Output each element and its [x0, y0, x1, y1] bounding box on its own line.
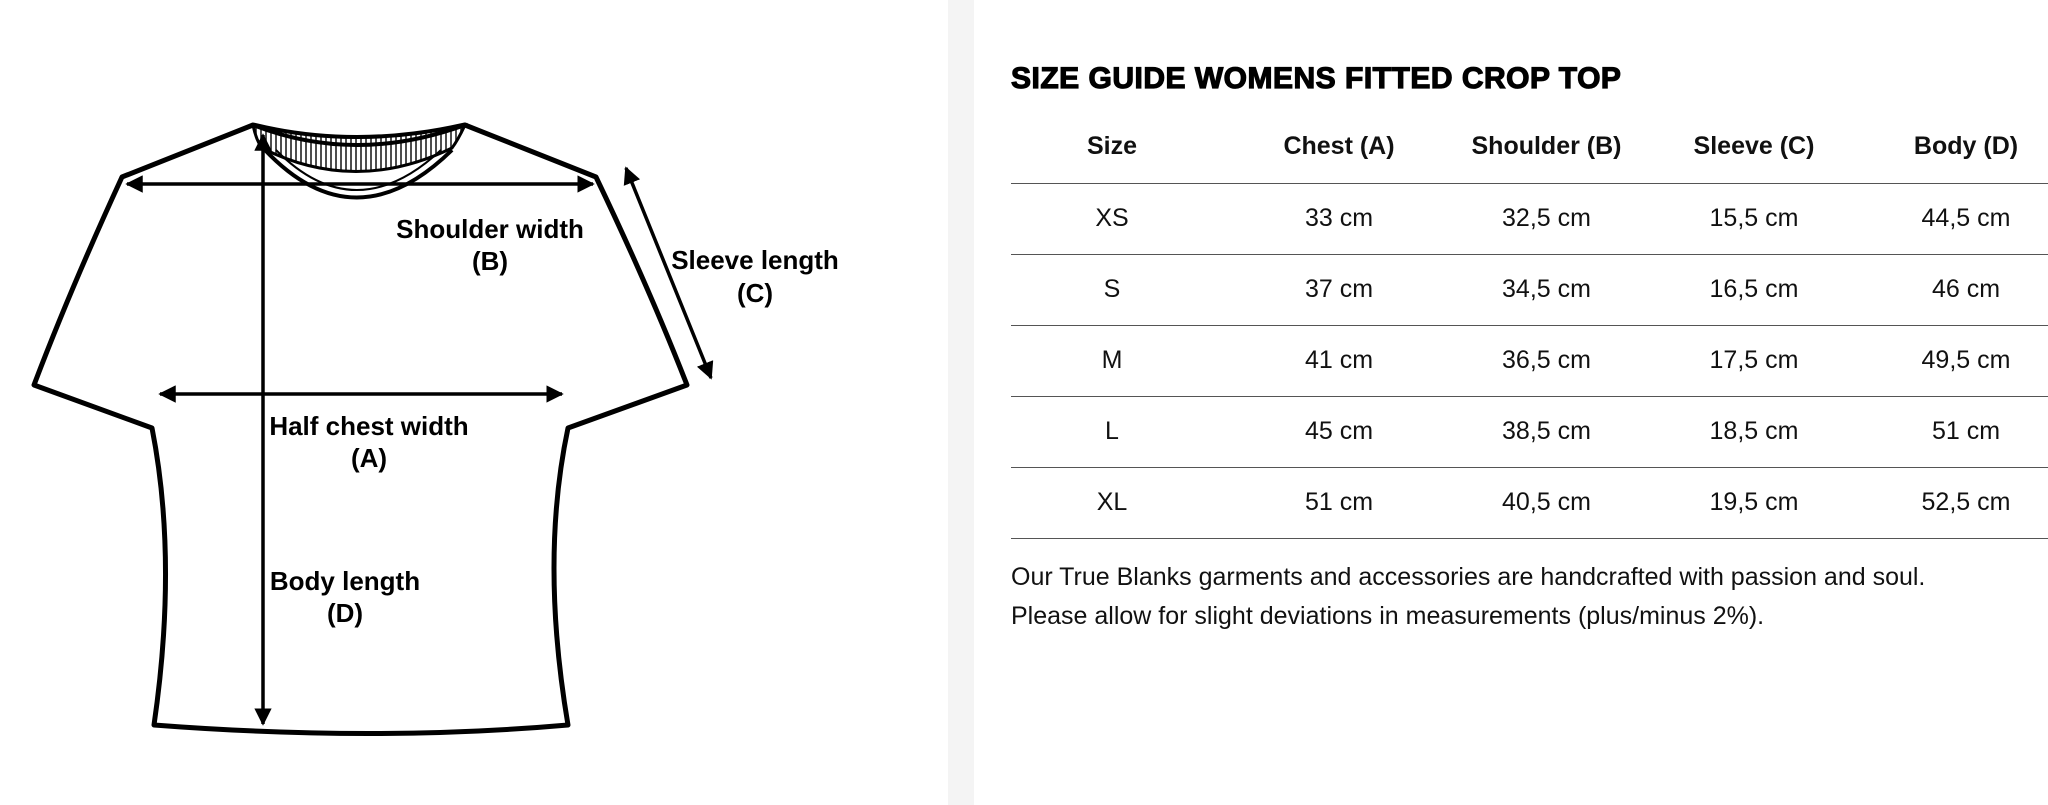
table-row: [1011, 183, 2048, 254]
cell-shoulder: 36,5 cm: [1429, 325, 1664, 396]
cell-size: S: [1011, 254, 1249, 325]
note-line: Our True Blanks garments and accessories are handcrafted with passion and soul.: [1011, 563, 1926, 591]
panel-divider: [948, 0, 974, 805]
header-size: Size: [1011, 110, 1249, 183]
measurement-note: [1011, 558, 2031, 636]
table-row: [1011, 325, 2048, 396]
table-row: [1011, 396, 2048, 467]
cell-shoulder: 32,5 cm: [1429, 183, 1664, 254]
header-body: Body (D): [1844, 110, 2048, 183]
cell-chest: 45 cm: [1249, 396, 1429, 467]
sleeve-label: Sleeve length: [671, 245, 839, 275]
cell-size: XL: [1011, 467, 1249, 538]
shoulder-label-code: (B): [471, 246, 509, 276]
tshirt-measurement-diagram: [0, 0, 948, 805]
cell-chest: 51 cm: [1249, 467, 1429, 538]
cell-shoulder: 38,5 cm: [1429, 396, 1664, 467]
table-header-row: [1011, 110, 2048, 183]
cell-sleeve: 15,5 cm: [1664, 183, 1844, 254]
cell-size: XS: [1011, 183, 1249, 254]
table-row: [1011, 254, 2048, 325]
cell-sleeve: 18,5 cm: [1664, 396, 1844, 467]
sleeve-label-code: (C): [736, 278, 774, 308]
cell-size: L: [1011, 396, 1249, 467]
body-length-label-code: (D): [326, 598, 364, 628]
shoulder-label: Shoulder width: [396, 214, 584, 244]
cell-body: 52,5 cm: [1844, 467, 2048, 538]
header-shoulder: Shoulder (B): [1429, 110, 1664, 183]
cell-shoulder: 34,5 cm: [1429, 254, 1664, 325]
cell-chest: 37 cm: [1249, 254, 1429, 325]
cell-body: 44,5 cm: [1844, 183, 2048, 254]
table-row: [1011, 467, 2048, 538]
body-length-label: Body length: [269, 566, 421, 596]
diagram-panel: [0, 0, 948, 805]
chest-label-code: (A): [350, 443, 388, 473]
cell-sleeve: 16,5 cm: [1664, 254, 1844, 325]
cell-chest: 33 cm: [1249, 183, 1429, 254]
size-guide-title: SIZE GUIDE WOMENS FITTED CROP TOP: [1011, 62, 1622, 95]
cell-chest: 41 cm: [1249, 325, 1429, 396]
cell-body: 49,5 cm: [1844, 325, 2048, 396]
header-chest: Chest (A): [1249, 110, 1429, 183]
cell-body: 46 cm: [1844, 254, 2048, 325]
cell-sleeve: 17,5 cm: [1664, 325, 1844, 396]
size-table: [1011, 110, 2048, 539]
cell-size: M: [1011, 325, 1249, 396]
cell-shoulder: 40,5 cm: [1429, 467, 1664, 538]
note-line: Please allow for slight deviations in measurements (plus/minus 2%).: [1011, 602, 1765, 630]
header-sleeve: Sleeve (C): [1664, 110, 1844, 183]
size-guide-panel: [974, 0, 2048, 805]
cell-body: 51 cm: [1844, 396, 2048, 467]
chest-label: Half chest width: [269, 411, 469, 441]
cell-sleeve: 19,5 cm: [1664, 467, 1844, 538]
